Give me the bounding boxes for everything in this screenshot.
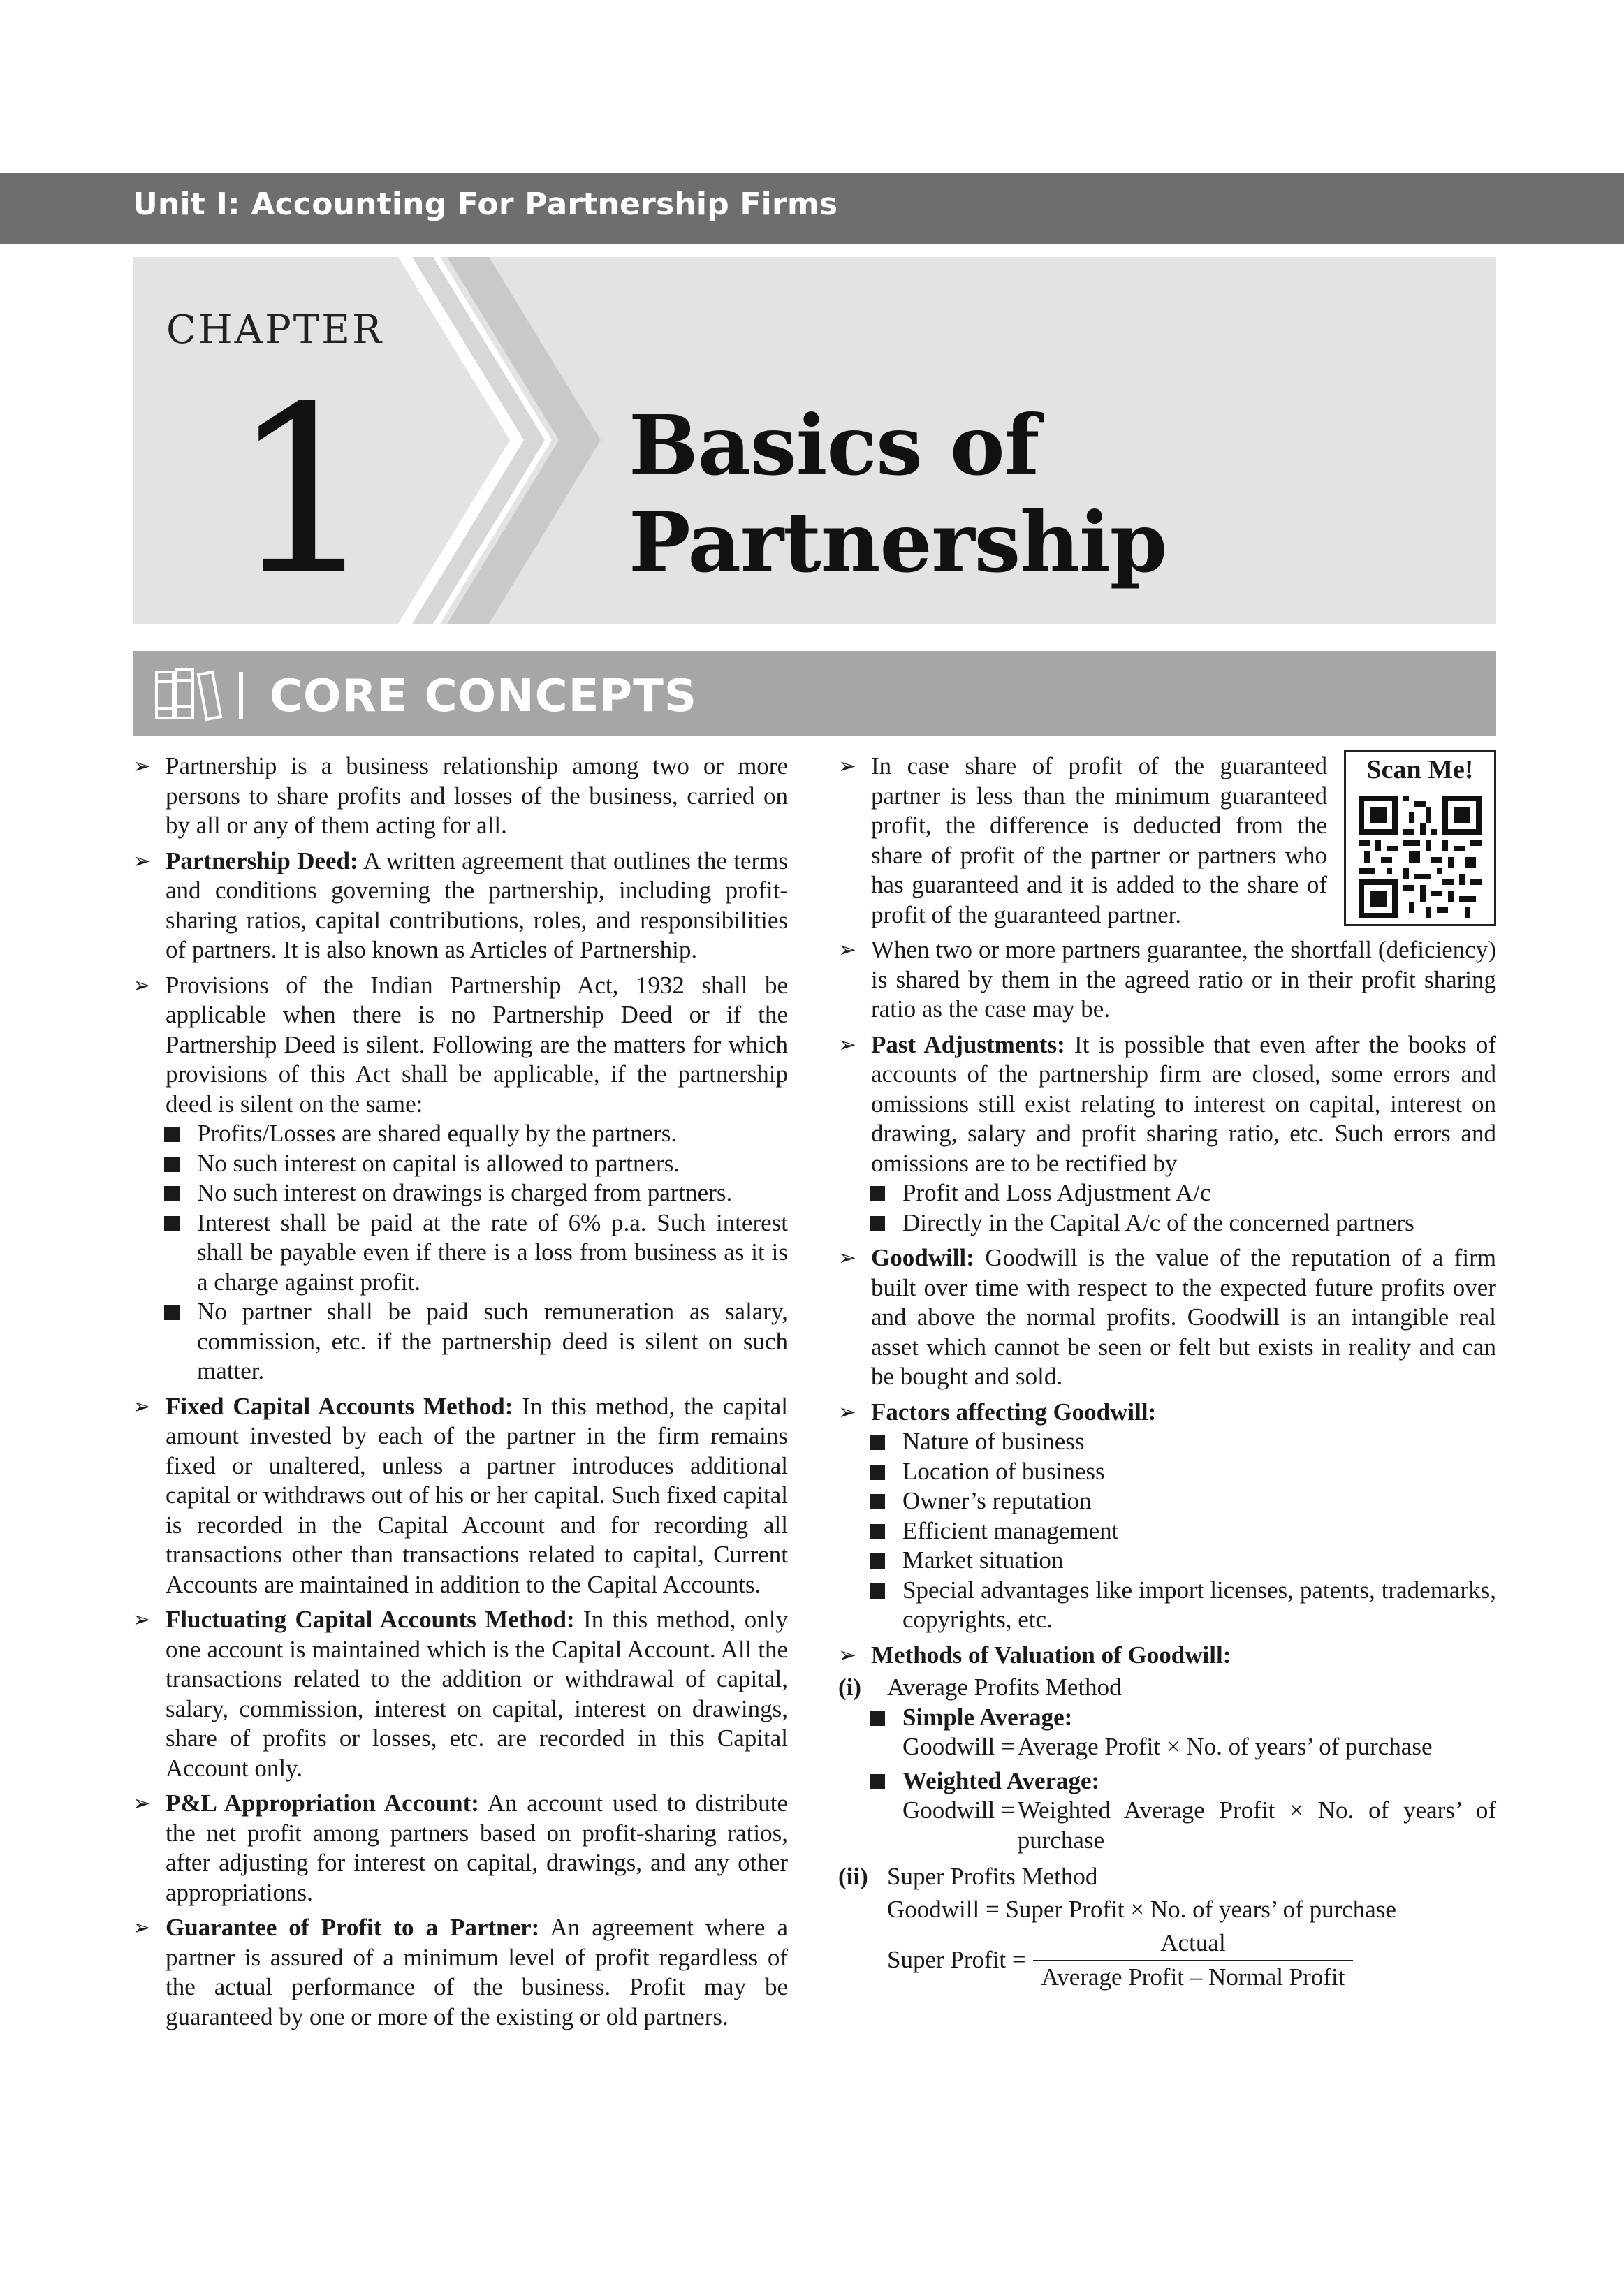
chapter-banner — [133, 257, 1496, 624]
arrow-bullet-icon: ➢ — [133, 972, 151, 998]
qr-code-box[interactable] — [1344, 750, 1496, 926]
arrow-bullet-icon: ➢ — [133, 754, 151, 779]
list-item: ➢ Past Adjustments: It is possible that even after the books of accounts of the partnership firm are closed, some errors and omissions still exist relating to interest on capital, interest on drawing, salary and profit sharing ratio, etc. Such errors and omissions are to be rectified by — [838, 1030, 1497, 1177]
list-item: ➢ Provisions of the Indian Partnership Act, 1932 shall be applicable when there is no Partnership Deed or if the Partnership Deed is silent. Following are the matters for which provisions of this Act shall be applicable, if the partnership deed is silent on the same: — [133, 971, 788, 1118]
arrow-bullet-icon: ➢ — [838, 1032, 856, 1057]
square-bullet-icon — [870, 1774, 885, 1789]
weighted-average-formula: Goodwill = Weighted Average Profit × No. of years’ of purchase — [902, 1796, 1496, 1854]
books-icon — [152, 666, 229, 722]
sub-list-item: Profits/Losses are shared equally by the partners. — [133, 1119, 788, 1149]
sub-list-item: Interest shall be paid at the rate of 6% p.a. Such interest shall be payable even if there is a loss from business as it is a charge against profit. — [133, 1208, 788, 1298]
arrow-bullet-icon: ➢ — [133, 1393, 151, 1419]
square-bullet-icon — [164, 1216, 180, 1231]
sub-list-item: Nature of business — [838, 1427, 1496, 1457]
square-bullet-icon — [870, 1711, 885, 1726]
sub-list-item: Market situation — [838, 1546, 1496, 1576]
sub-list-item: No such interest on drawings is charged from partners. — [133, 1178, 788, 1208]
list-item: ➢ Fixed Capital Accounts Method: In this method, the capital amount invested by each of the partner in the firm remains fixed or unaltered, unless a partner introduces additional capital or withdraws out of his or her capital. Such fixed capital is recorded in the Capital Account and for recording all transactions other than transactions related to capital, Current Accounts are maintained in addition to the Capital Accounts. — [133, 1392, 788, 1598]
sub-list-item: Simple Average: — [838, 1703, 1496, 1733]
list-item: ➢ Fluctuating Capital Accounts Method: In this method, only one account is maintained which is the Capital Account. All the transactions related to the addition or withdrawal of capital, salary, commission, interest on capital, interest on drawings, share of profits or losses, etc. are recorded in this Capital Account only. — [133, 1606, 788, 1782]
scan-me-label: Scan Me! — [1366, 755, 1474, 784]
arrow-bullet-icon: ➢ — [133, 1791, 151, 1816]
qr-code-icon[interactable] — [1359, 796, 1482, 918]
square-bullet-icon — [870, 1494, 885, 1509]
core-concepts-bar — [133, 651, 1496, 736]
sub-list-item: Efficient management — [838, 1516, 1496, 1546]
list-item: ➢ Guarantee of Profit to a Partner: An agreement where a partner is assured of a minimum level of profit regardless of the actual performance of the business. Profit may be guaranteed by one or more of the existing or old partners. — [133, 1914, 788, 2030]
core-concepts-title: CORE CONCEPTS — [270, 671, 697, 722]
method-item: (i) Average Profits Method — [838, 1674, 1122, 1701]
list-item: ➢ Goodwill: Goodwill is the value of the reputation of a firm built over time with respect to the expected future profits over and above the normal profits. Goodwill is an intangible real asset which cannot be seen or felt but exists in reality and can be bought and sold. — [838, 1244, 1496, 1390]
list-item: ➢ When two or more partners guarantee, the shortfall (deficiency) is shared by them in the agreed ratio or in their profit sharing ratio as the case may be. — [838, 936, 1496, 1023]
super-profit-formula: Super Profit = $\frac{\text{Actual}}{\text{Average Profit – Normal Profit}}$ — [838, 1928, 1496, 1992]
chapter-number: 1 — [231, 357, 377, 624]
square-bullet-icon — [870, 1465, 885, 1480]
chapter-label: CHAPTER — [166, 307, 384, 353]
arrow-bullet-icon: ➢ — [838, 1245, 856, 1271]
list-item: ➢ Partnership is a business relationship among two or more persons to share profits and losses of the business, carried on by all or any of them acting for all. — [133, 752, 788, 839]
core-separator — [239, 672, 243, 719]
sub-list-item: Directly in the Capital A/c of the concerned partners — [838, 1208, 1496, 1238]
method-item: (ii) Super Profits Method — [838, 1863, 1098, 1890]
sub-list-item: Location of business — [838, 1457, 1496, 1487]
arrow-bullet-icon: ➢ — [133, 848, 151, 874]
sub-list-item: Profit and Loss Adjustment A/c — [838, 1178, 1496, 1208]
arrow-bullet-icon: ➢ — [133, 1607, 151, 1632]
list-item: ➢ Scan Me! In case share of profit of the guaranteed partner is less than the minimum guaranteed profit, the difference is deducted from the share of profit of the partner or partners who has guaranteed and it is added to the share of profit of the guaranteed partner. — [838, 752, 1496, 930]
chapter-title: Basics of Partnership — [629, 397, 1167, 591]
super-profit-goodwill-formula: Goodwill = Super Profit × No. of years’ of purchase — [887, 1895, 1396, 1923]
right-column — [838, 752, 1496, 1992]
square-bullet-icon — [870, 1553, 885, 1569]
square-bullet-icon — [164, 1157, 180, 1172]
list-item: ➢ Factors affecting Goodwill: — [838, 1398, 1496, 1428]
square-bullet-icon — [870, 1216, 885, 1231]
arrow-bullet-icon: ➢ — [838, 1642, 856, 1668]
fraction: $\frac{\text{Actual}}{\text{Average Profit – Normal Profit}}$ — [1033, 1928, 1354, 1992]
square-bullet-icon — [870, 1435, 885, 1450]
sub-list-item: Owner’s reputation — [838, 1486, 1496, 1516]
chevron-decoration-icon — [398, 257, 622, 624]
arrow-bullet-icon: ➢ — [133, 1915, 151, 1940]
square-bullet-icon — [870, 1186, 885, 1201]
list-item: ➢ Methods of Valuation of Goodwill: — [838, 1641, 1496, 1671]
sub-list-item: Special advantages like import licenses, patents, trademarks, copyrights, etc. — [838, 1576, 1496, 1635]
list-item: ➢ P&L Appropriation Account: An account used to distribute the net profit among partners based on profit-sharing ratios, after adjusting for interest on capital, drawings, and any other appropriations. — [133, 1789, 788, 1906]
arrow-bullet-icon: ➢ — [838, 1399, 856, 1425]
arrow-bullet-icon: ➢ — [838, 937, 856, 962]
arrow-bullet-icon: ➢ — [838, 754, 856, 779]
left-column — [133, 752, 788, 2037]
square-bullet-icon — [164, 1305, 180, 1320]
square-bullet-icon — [164, 1186, 180, 1201]
simple-average-formula: Goodwill = Average Profit × No. of years’ of purchase — [902, 1733, 1433, 1760]
square-bullet-icon — [870, 1583, 885, 1599]
list-item: ➢ Partnership Deed: A written agreement that outlines the terms and conditions governing the partnership, including profit-sharing ratios, capital contributions, roles, and responsibilities of partners. It is also known as Articles of Partnership. — [133, 847, 788, 963]
unit-header-bar — [0, 173, 1624, 244]
sub-list-item: No partner shall be paid such remuneration as salary, commission, etc. if the partnership deed is silent on such matter. — [133, 1297, 788, 1386]
sub-list-item: Weighted Average: — [838, 1766, 1496, 1796]
sub-list-item: No such interest on capital is allowed to partners. — [133, 1149, 788, 1179]
square-bullet-icon — [870, 1524, 885, 1539]
square-bullet-icon — [164, 1127, 180, 1142]
unit-header-title: Unit I: Accounting For Partnership Firms — [133, 186, 838, 222]
